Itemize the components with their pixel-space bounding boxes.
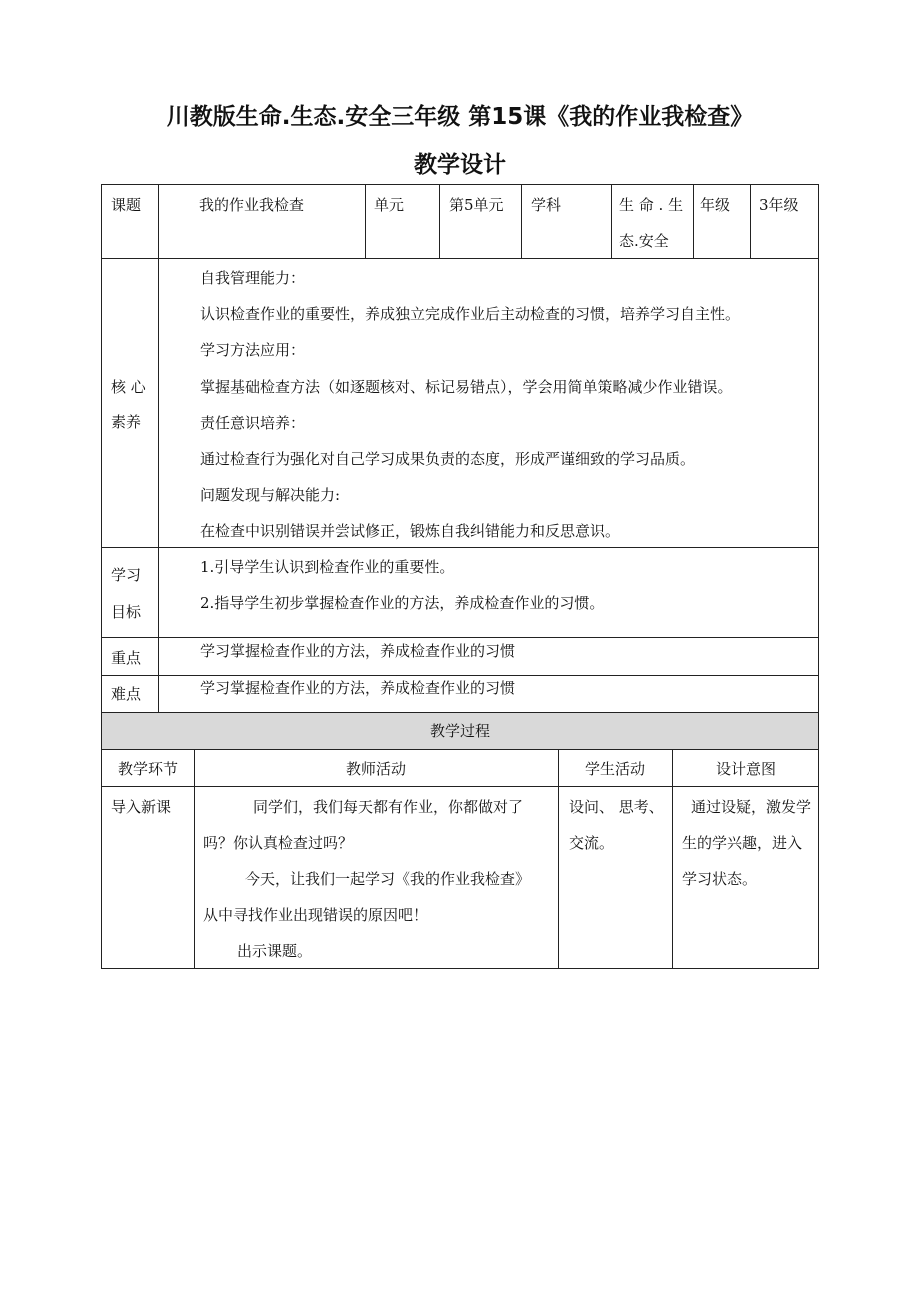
difficulty-label: 难点	[111, 685, 142, 703]
intent-line: 学习状态。	[682, 870, 758, 888]
teacher-line: 从中寻找作业出现错误的原因吧！	[203, 906, 429, 924]
goals-label-line-1: 学习	[111, 566, 142, 584]
process-header: 教学过程	[429, 722, 490, 740]
topic-value: 我的作业我检查	[199, 196, 305, 214]
teacher-line: 同学们，我们每天都有作业，你都做对了	[253, 798, 524, 816]
column-header-stage: 教学环节	[117, 760, 178, 778]
intent-line: 通过设疑，激发学	[691, 798, 812, 816]
subject-value-line-1: 生 命 . 生	[619, 196, 684, 214]
info-table	[101, 184, 819, 713]
difficulty-value: 学习掌握检查作业的方法，养成检查作业的习惯	[200, 679, 516, 697]
grade-value: 3年级	[759, 196, 799, 214]
subject-label: 学科	[531, 196, 562, 214]
stage-cell: 导入新课	[111, 798, 172, 816]
goals-label-line-2: 目标	[111, 603, 142, 621]
intent-line: 生的学兴趣，进入	[682, 834, 803, 852]
column-header-teacher: 教师活动	[345, 760, 406, 778]
unit-label: 单元	[374, 196, 405, 214]
unit-value: 第5单元	[449, 196, 504, 214]
column-header-student: 学生活动	[584, 760, 645, 778]
column-header-intent: 设计意图	[715, 760, 776, 778]
core-line: 责任意识培养：	[200, 414, 306, 432]
process-table	[101, 712, 819, 969]
core-line: 在检查中识别错误并尝试修正，锻炼自我纠错能力和反思意识。	[200, 522, 621, 540]
grade-label: 年级	[700, 196, 731, 214]
core-line: 认识检查作业的重要性，养成独立完成作业后主动检查的习惯，培养学习自主性。	[200, 305, 741, 323]
student-line: 交流。	[569, 834, 615, 852]
student-line: 设问、 思考、	[569, 798, 664, 816]
key-value: 学习掌握检查作业的方法，养成检查作业的习惯	[200, 642, 516, 660]
teacher-line: 出示课题。	[237, 942, 313, 960]
core-line: 通过检查行为强化对自己学习成果负责的态度，形成严谨细致的学习品质。	[200, 450, 696, 468]
core-line: 掌握基础检查方法（如逐题核对、标记易错点），学会用简单策略减少作业错误。	[200, 378, 733, 396]
core-line: 学习方法应用：	[200, 341, 306, 359]
core-label-line-1: 核 心	[111, 378, 146, 396]
teacher-line: 吗？你认真检查过吗？	[203, 834, 354, 852]
core-line: 问题发现与解决能力:	[200, 486, 341, 504]
teacher-line: 今天，让我们一起学习《我的作业我检查》	[245, 870, 531, 888]
goal-item: 2.指导学生初步掌握检查作业的方法，养成检查作业的习惯。	[200, 594, 605, 612]
subject-value-line-2: 态.安全	[619, 232, 669, 250]
topic-label: 课题	[111, 196, 142, 214]
document-subtitle: 教学设计	[414, 152, 506, 178]
key-label: 重点	[111, 649, 142, 667]
core-label-line-2: 素养	[111, 413, 142, 431]
document-title: 川教版生命.生态.安全三年级 第15课《我的作业我检查》	[166, 104, 754, 130]
goal-item: 1.引导学生认识到检查作业的重要性。	[200, 558, 455, 576]
core-line: 自我管理能力：	[200, 269, 306, 287]
